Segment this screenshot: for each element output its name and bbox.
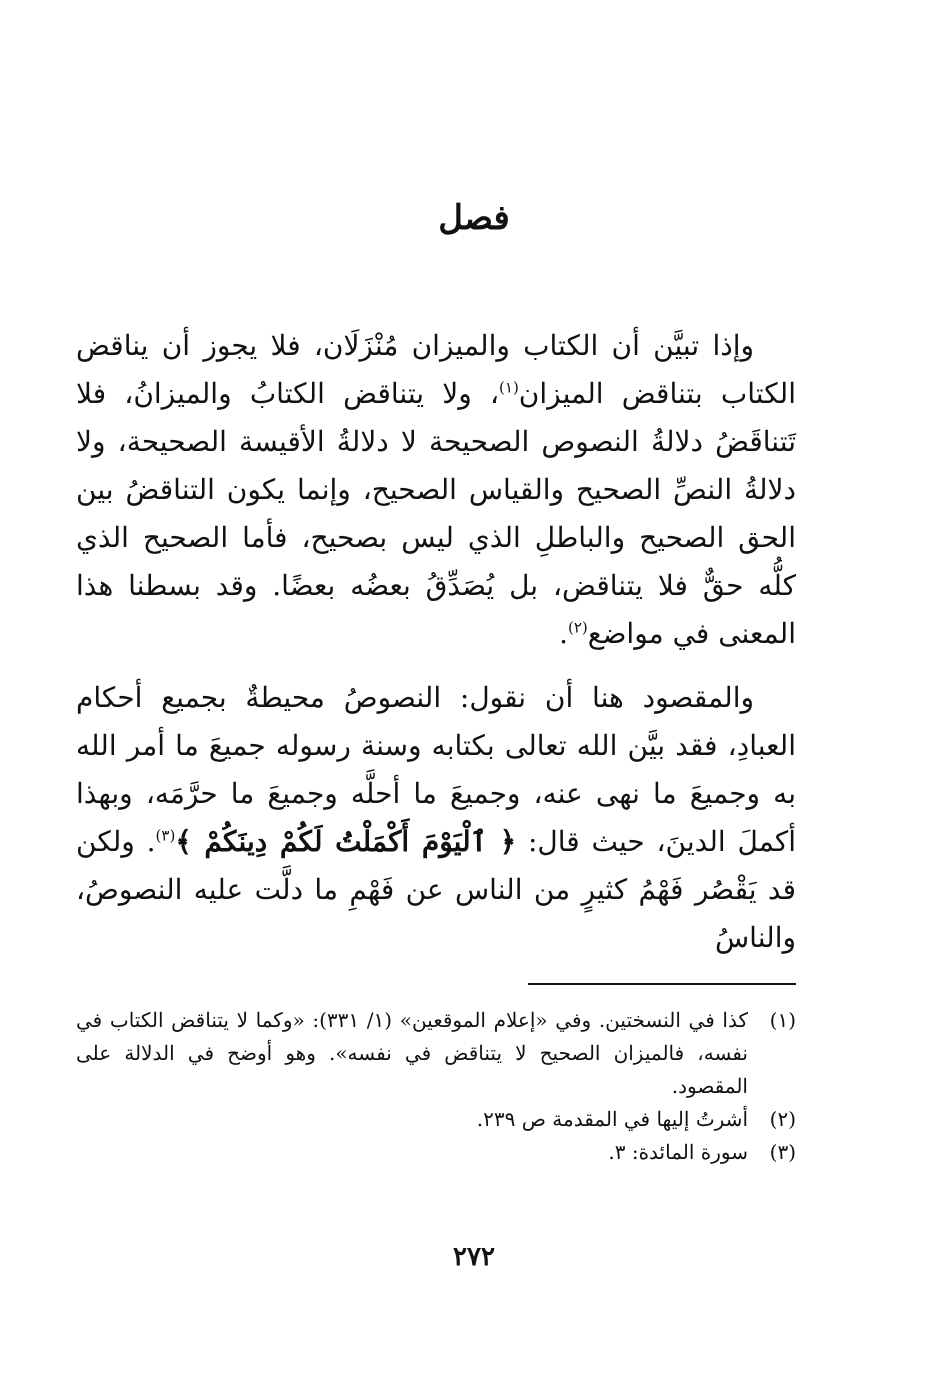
- footnotes: [76, 1004, 796, 1169]
- footnote-ref-2: (٢): [567, 618, 588, 637]
- footnote-2: [76, 1103, 796, 1136]
- footnote-1: [76, 1004, 796, 1103]
- footnote-ref-1: (١): [499, 378, 519, 397]
- main-text: [76, 322, 796, 962]
- paragraph-1-text-b: ، ولا يتناقض الكتابُ والميزانُ، فلا تَتناقَضُ دلالةُ النصوص الصحيحة لا دلالةُ الأقيسة الصحيحة، ولا دلالةُ النصِّ الصحيح والقياس الصحيح، وإنما يكون التناقضُ بين الحق الصحيح والباطلِ الذي ليس بصحيح، فأما الصحيح الذي كلُّه حقٌّ فلا يتناقض، بل يُصَدِّقُ بعضُه بعضًا. وقد بسطنا هذا المعنى في مواضع: [76, 377, 796, 650]
- footnote-ref-3: (٣): [155, 826, 176, 845]
- page-number: ٢٧٢: [453, 1242, 495, 1272]
- paragraph-2-text-a: والمقصود هنا أن نقول: النصوصُ محيطةٌ بجميع أحكام العبادِ، فقد بيَّن الله تعالى بكتابه وسنة رسوله جميعَ ما أمر الله به وجميعَ ما نهى عنه، وجميعَ ما أحلَّه وجميعَ ما حرَّمَه، وبهذا أكملَ الدينَ، حيث قال:: [76, 681, 796, 858]
- paragraph-1-text-a: وإذا تبيَّن أن الكتاب والميزان مُنْزَلَان، فلا يجوز أن يناقض الكتاب بتناقض الميزان: [76, 329, 796, 410]
- paragraph-1-end: .: [559, 617, 568, 650]
- footnote-divider: [528, 983, 796, 985]
- paragraph-2: [76, 674, 796, 962]
- footnote-number: (٢): [769, 1107, 796, 1131]
- section-heading: فصل: [438, 198, 510, 238]
- footnote-number: (١): [769, 1008, 796, 1032]
- quran-verse: ﴿ ٱلْيَوْمَ أَكْمَلْتُ لَكُمْ دِينَكُمْ ﴾: [175, 825, 517, 858]
- paragraph-2-text-b: . ولكن قد يَقْصُر فَهْمُ كثيرٍ من الناس عن فَهْمِ ما دلَّت عليه النصوصُ، والناسُ: [76, 825, 796, 954]
- footnote-3: [76, 1136, 796, 1169]
- paragraph-1: [76, 322, 796, 658]
- footnote-number: (٣): [769, 1140, 796, 1164]
- footnote-text: أشرتُ إليها في المقدمة ص ٢٣٩.: [476, 1107, 748, 1131]
- footnote-text: سورة المائدة: ٣.: [608, 1140, 748, 1164]
- footnote-text: كذا في النسختين. وفي «إعلام الموقعين» (١/ ٣٣١): «وكما لا يتناقض الكتاب في نفسه، فالميزان الصحيح لا يتناقض في نفسه». وهو أوضح في الدلالة على المقصود.: [76, 1008, 749, 1098]
